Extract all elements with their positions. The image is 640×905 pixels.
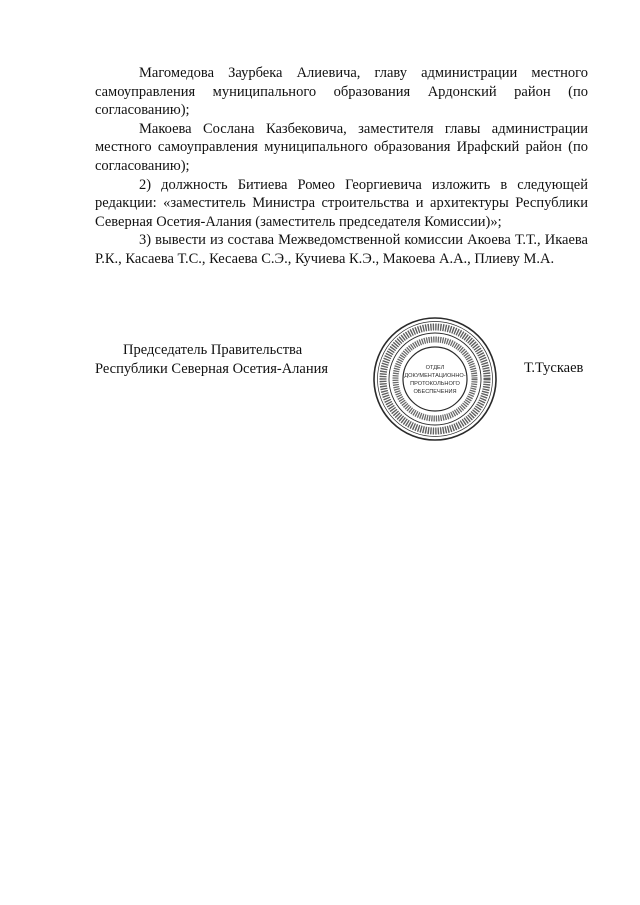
signature-block bbox=[95, 341, 595, 381]
paragraph-bitiev: 2) должность Битиева Ромео Георгиевича изложить в следующей редакции: «заместитель Министра строительства и архитектуры Республики Северная Осетия-Алания (заместитель председателя Комиссии)»; bbox=[95, 176, 588, 230]
official-seal-stamp bbox=[372, 316, 498, 442]
signatory-name: Т.Тускаев bbox=[524, 360, 584, 376]
document-body bbox=[95, 64, 588, 269]
signature-title-line1: Председатель Правительства bbox=[123, 342, 303, 358]
seal-center-line-2: ДОКУМЕНТАЦИОННО- bbox=[404, 373, 466, 379]
paragraph-magomedov: Магомедова Заурбека Алиевича, главу администрации местного самоуправления муниципального образования Ардонский район (по согласованию); bbox=[95, 65, 588, 119]
signature-title-line2: Республики Северная Осетия-Алания bbox=[95, 360, 329, 377]
seal-center-line-1: ОТДЕЛ bbox=[425, 365, 445, 371]
seal-center-line-4: ОБЕСПЕЧЕНИЯ bbox=[413, 389, 457, 395]
paragraph-removal: 3) вывести из состава Межведомственной комиссии Акоева Т.Т., Икаева Р.К., Касаева Т.С., Кесаева С.Э., Кучиева К.Э., Макоева А.А., Плиеву М.А. bbox=[95, 232, 588, 267]
seal-graphic bbox=[372, 316, 498, 442]
seal-center-line-3: ПРОТОКОЛЬНОГО bbox=[410, 381, 460, 387]
paragraph-makoev: Макоева Сослана Казбековича, заместителя главы администрации местного самоуправления муниципального образования Ирафский район (по согласованию); bbox=[95, 120, 588, 174]
